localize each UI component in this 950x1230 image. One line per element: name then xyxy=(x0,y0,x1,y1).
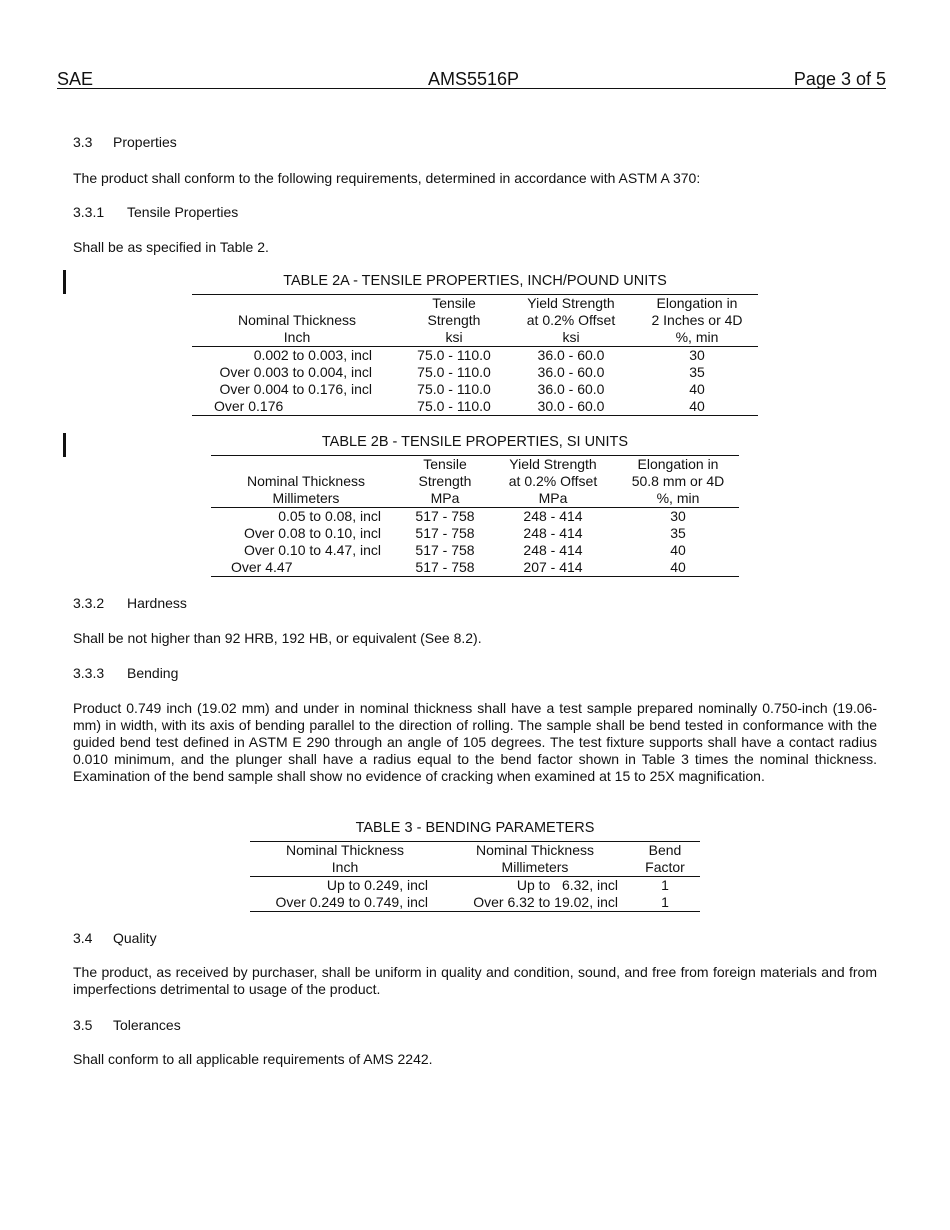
table-2a xyxy=(192,273,758,416)
section-3-3-3-number: 3.3.3 xyxy=(73,665,105,681)
table-cell: 75.0 - 110.0 xyxy=(417,381,491,397)
section-3-3-title: Properties xyxy=(113,134,177,150)
section-3-4-title: Quality xyxy=(113,930,157,946)
table-cell: 0.05 to 0.08, incl xyxy=(278,508,381,524)
table-3 xyxy=(250,820,700,912)
header-line: ksi xyxy=(562,329,580,345)
table-cell: 75.0 - 110.0 xyxy=(417,347,491,363)
header-line: Yield Strength xyxy=(527,295,615,311)
section-3-3-2-number: 3.3.2 xyxy=(73,595,105,611)
table-2b xyxy=(211,434,739,577)
header-line: Inch xyxy=(283,329,311,345)
table-row xyxy=(192,398,758,416)
table-cell: Over 0.10 to 4.47, incl xyxy=(244,542,381,558)
table-cell: 40 xyxy=(670,542,686,558)
table-cell: 517 - 758 xyxy=(415,508,475,524)
table-cell: 0.002 to 0.003, incl xyxy=(253,347,372,363)
table-cell: 40 xyxy=(670,559,686,575)
header-line: Elongation in xyxy=(656,295,738,311)
table-cell: Up to 6.32, incl xyxy=(516,877,618,893)
header-line: Yield Strength xyxy=(509,456,597,472)
header-line: Elongation in xyxy=(637,456,719,472)
header-underline xyxy=(57,88,886,89)
column-header xyxy=(211,456,401,508)
section-3-3-3-text: Product 0.749 inch (19.02 mm) and under in nominal thickness shall have a test sample prepared nominally 0.750-inch (19.06-mm) in width, with its axis of bending parallel to the direction of rolling. The sample shall be bend tested in conformance with the guided bend test defined in ASTM E 290 through an angle of 105 degrees. The test fixture supports shall have a contact radius 0.010 minimum, and the plunger shall have a radius equal to the bend factor shown in Table 3 times the nominal thickness. Examination of the bend sample shall show no evidence of cracking when examined at 15 to 25X magnification. xyxy=(73,700,877,784)
header-line: Strength xyxy=(427,312,481,328)
table-2a-header xyxy=(192,295,758,347)
table-row xyxy=(211,559,739,577)
table-cell: 207 - 414 xyxy=(523,559,583,575)
header-line: Nominal Thickness xyxy=(475,842,594,858)
table-row xyxy=(192,381,758,398)
header-line: Tensile xyxy=(432,295,476,311)
table-2a-caption: TABLE 2A - TENSILE PROPERTIES, INCH/POUND UNITS xyxy=(283,273,667,289)
table-cell: Up to 0.249, incl xyxy=(326,877,428,893)
header-line: Tensile xyxy=(423,456,467,472)
table-cell: 36.0 - 60.0 xyxy=(537,381,605,397)
column-header xyxy=(506,295,636,347)
column-header xyxy=(630,842,700,877)
header-line: ksi xyxy=(445,329,463,345)
table-cell: 517 - 758 xyxy=(415,525,475,541)
section-3-3-2-title: Hardness xyxy=(127,595,187,611)
column-header xyxy=(250,842,440,877)
column-header xyxy=(617,456,739,508)
column-header xyxy=(192,295,402,347)
header-line: 50.8 mm or 4D xyxy=(631,473,725,489)
table-row xyxy=(192,347,758,365)
section-3-5-text: Shall conform to all applicable requirements of AMS 2242. xyxy=(73,1051,433,1067)
table-cell: Over 4.47 xyxy=(231,559,293,575)
header-line: Nominal Thickness xyxy=(246,473,365,489)
table-cell: Over 6.32 to 19.02, incl xyxy=(473,894,618,910)
table-row xyxy=(211,525,739,542)
table-3-header xyxy=(250,842,700,877)
table-cell: 517 - 758 xyxy=(415,542,475,558)
table-cell: Over 0.08 to 0.10, incl xyxy=(244,525,381,541)
table-cell: 35 xyxy=(689,364,705,380)
header-line: at 0.2% Offset xyxy=(526,312,616,328)
column-header xyxy=(401,456,489,508)
section-3-3-1-title: Tensile Properties xyxy=(127,204,239,220)
table-row xyxy=(211,508,739,526)
header-line: %, min xyxy=(675,329,719,345)
table-cell: 40 xyxy=(689,398,705,414)
table-cell: 30.0 - 60.0 xyxy=(537,398,605,414)
section-3-3-intro: The product shall conform to the following requirements, determined in accordance with ASTM A 370: xyxy=(73,170,701,186)
header-line: Bend xyxy=(648,842,682,858)
table-cell: 36.0 - 60.0 xyxy=(537,364,605,380)
table-cell: Over 0.004 to 0.176, incl xyxy=(219,381,372,397)
section-3-4-text: The product, as received by purchaser, shall be uniform in quality and condition, sound, and free from foreign materials and from imperfections detrimental to usage of the product. xyxy=(73,964,877,997)
table-cell: 1 xyxy=(661,894,669,910)
table-cell: 248 - 414 xyxy=(523,508,583,524)
table-cell: 30 xyxy=(689,347,705,363)
header-org: SAE xyxy=(57,69,94,89)
header-page-number: Page 3 of 5 xyxy=(793,69,886,89)
section-3-5-number: 3.5 xyxy=(73,1017,93,1033)
revision-bar xyxy=(63,433,66,457)
table-cell: 248 - 414 xyxy=(523,542,583,558)
section-3-3-2-text: Shall be not higher than 92 HRB, 192 HB, or equivalent (See 8.2). xyxy=(73,630,482,646)
section-3-3-3-title: Bending xyxy=(127,665,179,681)
table-row xyxy=(250,894,700,912)
table-cell: 35 xyxy=(670,525,686,541)
table-cell: 75.0 - 110.0 xyxy=(417,398,491,414)
table-3-caption: TABLE 3 - BENDING PARAMETERS xyxy=(355,820,595,836)
table-cell: 517 - 758 xyxy=(415,559,475,575)
section-3-3-1-text: Shall be as specified in Table 2. xyxy=(73,239,269,255)
table-cell: 75.0 - 110.0 xyxy=(417,364,491,380)
table-row xyxy=(250,877,700,895)
header-line: 2 Inches or 4D xyxy=(651,312,743,328)
revision-bar xyxy=(63,270,66,294)
table-cell: Over 0.176 xyxy=(214,398,284,414)
table-cell: 40 xyxy=(689,381,705,397)
column-header xyxy=(402,295,506,347)
header-line: Millimeters xyxy=(272,490,340,506)
header-line: Factor xyxy=(645,859,685,875)
table-row xyxy=(192,364,758,381)
column-header xyxy=(636,295,758,347)
header-line: Strength xyxy=(418,473,472,489)
header-line: MPa xyxy=(538,490,568,506)
table-cell: Over 0.003 to 0.004, incl xyxy=(219,364,372,380)
table-row xyxy=(211,542,739,559)
table-cell: Over 0.249 to 0.749, incl xyxy=(275,894,428,910)
column-header xyxy=(489,456,617,508)
table-cell: 30 xyxy=(670,508,686,524)
section-3-4-number: 3.4 xyxy=(73,930,93,946)
header-line: MPa xyxy=(430,490,460,506)
table-2b-header xyxy=(211,456,739,508)
column-header xyxy=(440,842,630,877)
section-3-3-number: 3.3 xyxy=(73,134,93,150)
table-cell: 1 xyxy=(661,877,669,893)
header-line: at 0.2% Offset xyxy=(508,473,598,489)
header-line: Nominal Thickness xyxy=(285,842,404,858)
header-doc-number: AMS5516P xyxy=(428,69,520,89)
section-3-3-1-number: 3.3.1 xyxy=(73,204,105,220)
section-3-5-title: Tolerances xyxy=(113,1017,181,1033)
header-line: Nominal Thickness xyxy=(237,312,356,328)
header-line: %, min xyxy=(656,490,700,506)
header-line: Millimeters xyxy=(501,859,569,875)
table-cell: 248 - 414 xyxy=(523,525,583,541)
header-line: Inch xyxy=(331,859,359,875)
table-cell: 36.0 - 60.0 xyxy=(537,347,605,363)
table-2b-caption: TABLE 2B - TENSILE PROPERTIES, SI UNITS xyxy=(321,434,629,450)
